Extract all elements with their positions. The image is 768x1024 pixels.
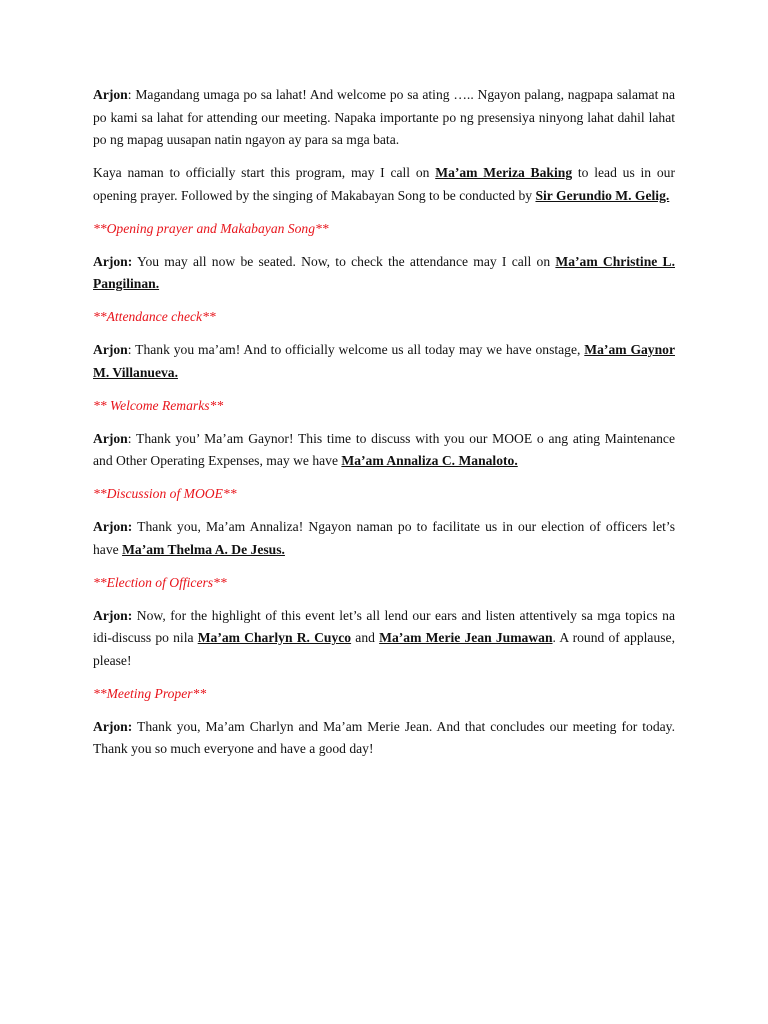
- paragraph-text: . A round of applause, please!: [93, 630, 675, 668]
- speaker-name: Arjon:: [93, 718, 133, 734]
- honoree-name: Sir Gerundio M. Gelig.: [535, 187, 670, 203]
- paragraph-text: Now, for the highlight of this event let’s all lend our ears and listen attentively sa mga topics na idi-discuss po nila: [93, 607, 675, 645]
- honoree-name: Ma’am Thelma A. De Jesus.: [122, 541, 285, 557]
- stage-cue: **Election of Officers**: [93, 574, 227, 590]
- speaker-name: Arjon:: [93, 253, 133, 269]
- speaker-name: Arjon: [93, 87, 128, 102]
- honoree-name: Ma’am Charlyn R. Cuyco: [197, 630, 352, 645]
- paragraph-text: Thank you, Ma’am Charlyn and Ma’am Merie Jean. And that concludes our meeting for today. Thank you so much everyone and have a good day!: [93, 718, 675, 756]
- stage-cue: **Discussion of MOOE**: [93, 486, 237, 501]
- dialogue-paragraph: Arjon: Thank you ma’am! And to officially welcome us all today may we have onstage, Ma’am Gaynor M. Villanueva.: [93, 342, 675, 380]
- speaker-name: Arjon: [93, 430, 128, 446]
- stage-cue: **Attendance check**: [93, 309, 216, 324]
- dialogue-paragraph: Arjon: Magandang umaga po sa lahat! And welcome po sa ating ….. Ngayon palang, nagpapa salamat na po kami sa lahat for attending our meeting. Napaka importante po ng presensiya ninyong lahat dahil lahat po ng mapag uusapan natin ngayon ay para sa mga bata.: [93, 87, 675, 147]
- paragraph-text: Thank you ma’am! And to officially welcome us all today may we have onstage,: [131, 342, 585, 357]
- honoree-name: Ma’am Gaynor M. Villanueva.: [93, 342, 675, 380]
- dialogue-paragraph: [93, 251, 675, 296]
- dialogue-paragraph: [93, 516, 675, 561]
- paragraph-text: Thank you, Ma’am Annaliza! Ngayon naman po to facilitate us in our election of officers let’s have: [93, 519, 675, 557]
- speaker-name: Arjon:: [93, 519, 133, 534]
- honoree-name: Ma’am Annaliza C. Manaloto.: [341, 453, 518, 468]
- paragraph-text: and: [351, 630, 380, 645]
- honoree-name: Ma’am Christine L. Pangilinan.: [93, 253, 675, 291]
- narration-paragraph: [93, 162, 675, 207]
- paragraph-text: Kaya naman to officially start this program, may I call on: [93, 165, 436, 180]
- stage-cue: **Meeting Proper**: [93, 685, 207, 701]
- dialogue-paragraph: [93, 716, 675, 761]
- paragraph-text: to lead us in our opening prayer. Followed by the singing of Makabayan Song to be conducted by: [93, 165, 675, 203]
- speaker-name: Arjon:: [93, 607, 133, 623]
- paragraph-text: You may all now be seated. Now, to check the attendance may I call on: [132, 253, 556, 269]
- honoree-name: Ma’am Merie Jean Jumawan: [379, 630, 553, 645]
- speaker-name: Arjon: [93, 342, 128, 357]
- stage-cue: **Opening prayer and Makabayan Song**: [93, 220, 329, 236]
- paragraph-text: Thank you’ Ma’am Gaynor! This time to discuss with you our MOOE o ang ating Maintenance and Other Operating Expenses, may we have: [93, 430, 675, 468]
- honoree-name: Ma’am Meriza Baking: [435, 165, 573, 180]
- stage-cue: ** Welcome Remarks**: [93, 397, 224, 413]
- dialogue-paragraph: Arjon: Thank you’ Ma’am Gaynor! This time to discuss with you our MOOE o ang ating Maintenance and Other Operating Expenses, may we have Ma’am Annaliza C. Manaloto.: [93, 430, 675, 468]
- paragraph-text: Magandang umaga po sa lahat! And welcome po sa ating ….. Ngayon palang, nagpapa salamat na po kami sa lahat for attending our meeting. Napaka importante po ng presensiya ninyong lahat dahil lahat po ng mapag uusapan natin ngayon ay para sa mga bata.: [93, 87, 675, 147]
- dialogue-paragraph: [93, 605, 675, 673]
